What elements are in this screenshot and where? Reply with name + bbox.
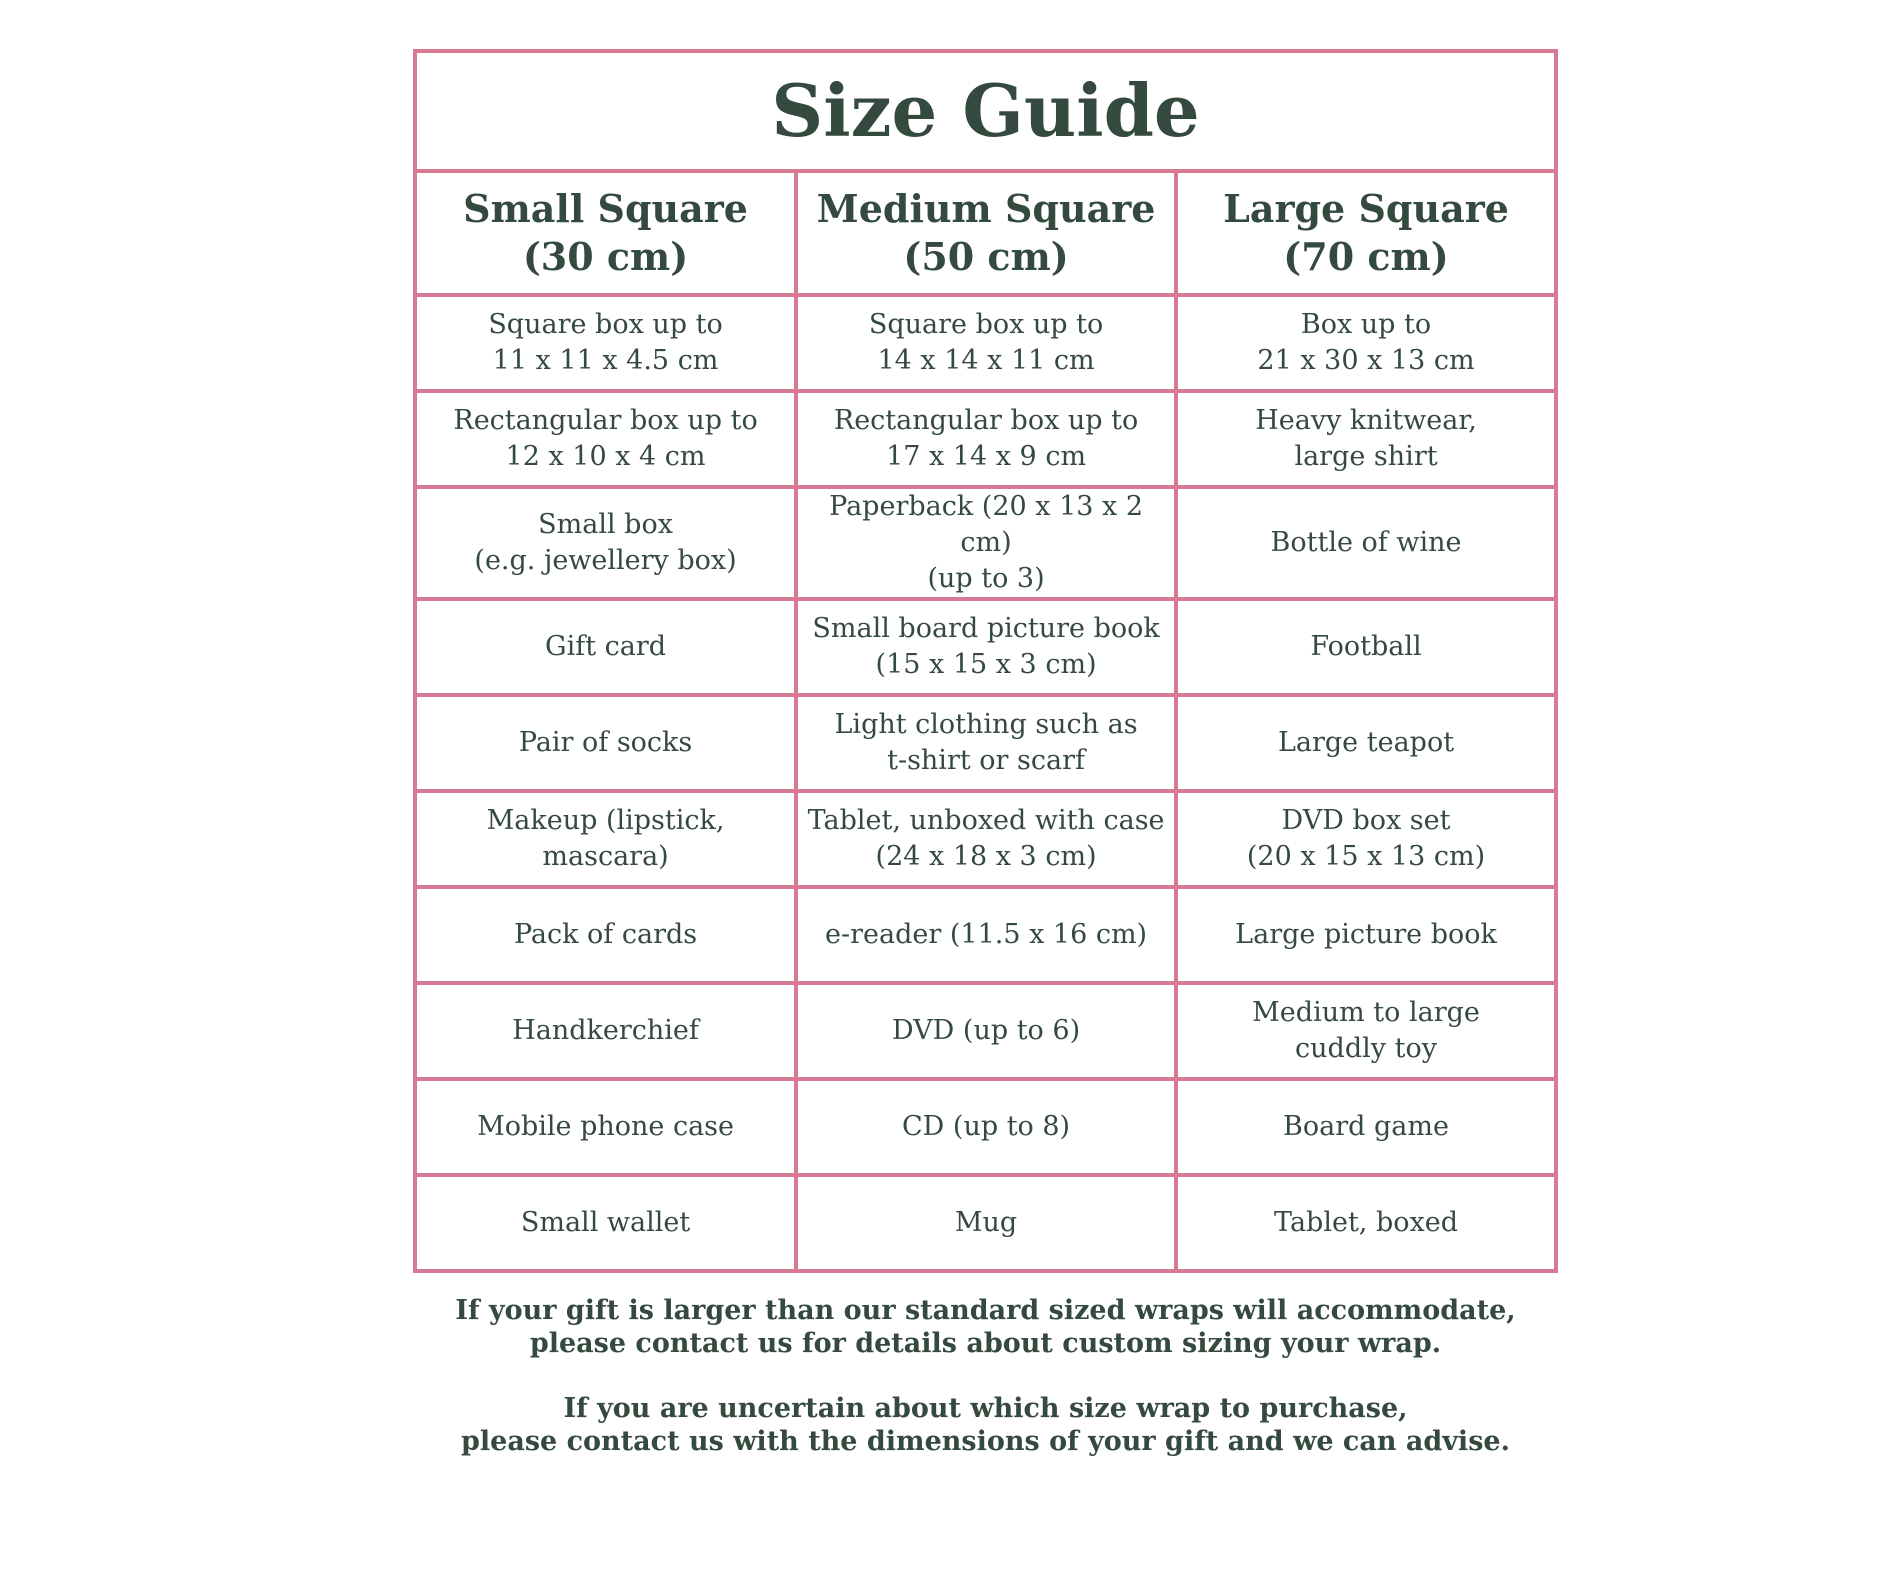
table-cell (796, 695, 1176, 791)
table-cell (415, 887, 796, 983)
header-row (415, 171, 1556, 295)
cell-line: Pack of cards (513, 919, 698, 950)
column-header-size: (50 cm) (903, 234, 1069, 279)
note-line: please contact us for details about custom sizing your wrap. (529, 1328, 1442, 1359)
cell-line: large shirt (1294, 441, 1438, 472)
table-cell (1176, 599, 1556, 695)
column-header-medium (796, 171, 1176, 295)
table-cell (1176, 887, 1556, 983)
cell-line: DVD (up to 6) (892, 1015, 1081, 1046)
cell-line: Makeup (lipstick, (486, 805, 725, 836)
cell-line: Rectangular box up to (833, 405, 1139, 436)
cell-line: Tablet, unboxed with case (807, 805, 1165, 836)
cell-line: Light clothing such as (834, 709, 1138, 740)
cell-line: Medium to large (1252, 997, 1480, 1028)
cell-line: Bottle of wine (1270, 527, 1462, 558)
table-cell (796, 487, 1176, 599)
column-header-name: Large Square (1223, 186, 1509, 231)
table-row (415, 599, 1556, 695)
cell-line: Gift card (545, 631, 667, 662)
cell-line: (up to 3) (927, 563, 1045, 594)
table-cell (415, 1079, 796, 1175)
cell-line: Box up to (1300, 309, 1432, 340)
cell-line: Paperback (20 x 13 x 2 cm) (829, 491, 1143, 558)
cell-line: 11 x 11 x 4.5 cm (492, 345, 719, 376)
table-cell (796, 391, 1176, 487)
table-cell (796, 599, 1176, 695)
cell-line: DVD box set (1281, 805, 1451, 836)
table-row (415, 487, 1556, 599)
table-cell (415, 391, 796, 487)
cell-line: Rectangular box up to (453, 405, 758, 436)
cell-line: (20 x 15 x 13 cm) (1246, 841, 1486, 872)
cell-line: (15 x 15 x 3 cm) (875, 649, 1097, 680)
table-cell (796, 983, 1176, 1079)
cell-line: Board game (1283, 1111, 1449, 1142)
footer-notes (413, 1294, 1558, 1490)
cell-line: 14 x 14 x 11 cm (877, 345, 1095, 376)
title-row (415, 51, 1556, 171)
table-row (415, 391, 1556, 487)
table-cell (1176, 983, 1556, 1079)
cell-line: Small board picture book (812, 613, 1160, 644)
table-row (415, 1175, 1556, 1271)
table-cell (796, 1079, 1176, 1175)
table-cell (1176, 1175, 1556, 1271)
cell-line: Pair of socks (518, 727, 693, 758)
column-header-name: Medium Square (816, 186, 1156, 231)
cell-line: cuddly toy (1295, 1033, 1437, 1064)
cell-line: Large picture book (1235, 919, 1497, 950)
note-line: please contact us with the dimensions of your gift and we can advise. (461, 1426, 1510, 1457)
table-cell (1176, 487, 1556, 599)
note-line: If your gift is larger than our standard sized wraps will accommodate, (455, 1295, 1516, 1326)
table-row (415, 295, 1556, 391)
cell-line: 12 x 10 x 4 cm (505, 441, 706, 472)
note-uncertain-size (413, 1392, 1558, 1458)
table-cell (415, 487, 796, 599)
table-cell (796, 295, 1176, 391)
table-row (415, 887, 1556, 983)
table-cell (796, 887, 1176, 983)
cell-line: Tablet, boxed (1274, 1207, 1458, 1238)
cell-line: Heavy knitwear, (1255, 405, 1477, 436)
table-cell (1176, 391, 1556, 487)
cell-line: e-reader (11.5 x 16 cm) (825, 919, 1148, 950)
table-cell (796, 791, 1176, 887)
table-cell (1176, 295, 1556, 391)
table-row (415, 791, 1556, 887)
table-cell (415, 1175, 796, 1271)
column-header-size: (70 cm) (1283, 234, 1449, 279)
column-header-large (1176, 171, 1556, 295)
column-header-size: (30 cm) (522, 234, 689, 279)
table-cell (415, 295, 796, 391)
table-row (415, 695, 1556, 791)
cell-line: (e.g. jewellery box) (474, 545, 737, 576)
note-custom-sizing (413, 1294, 1558, 1360)
cell-line: Handkerchief (512, 1015, 699, 1046)
cell-line: 21 x 30 x 13 cm (1257, 345, 1475, 376)
cell-line: Small wallet (520, 1207, 691, 1238)
table-cell (1176, 1079, 1556, 1175)
column-header-name: Small Square (463, 186, 748, 231)
cell-line: 17 x 14 x 9 cm (886, 441, 1087, 472)
table-cell (796, 1175, 1176, 1271)
table-cell (1176, 695, 1556, 791)
cell-line: Square box up to (868, 309, 1104, 340)
cell-line: Square box up to (488, 309, 723, 340)
cell-line: mascara) (542, 841, 669, 872)
cell-line: Mug (954, 1207, 1018, 1238)
cell-line: Mobile phone case (477, 1111, 735, 1142)
cell-line: (24 x 18 x 3 cm) (875, 841, 1097, 872)
table-row (415, 1079, 1556, 1175)
table-cell (1176, 791, 1556, 887)
table-cell (415, 791, 796, 887)
table-cell (415, 983, 796, 1079)
table-cell (415, 599, 796, 695)
cell-line: Large teapot (1277, 727, 1455, 758)
cell-line: CD (up to 8) (902, 1111, 1071, 1142)
cell-line: Small box (538, 509, 673, 540)
column-header-small (415, 171, 796, 295)
cell-line: t-shirt or scarf (887, 745, 1086, 776)
table-cell (415, 695, 796, 791)
size-guide-table (413, 49, 1558, 1273)
table-row (415, 983, 1556, 1079)
page-title: Size Guide (415, 51, 1556, 171)
note-line: If you are uncertain about which size wrap to purchase, (563, 1393, 1408, 1424)
cell-line: Football (1310, 631, 1422, 662)
